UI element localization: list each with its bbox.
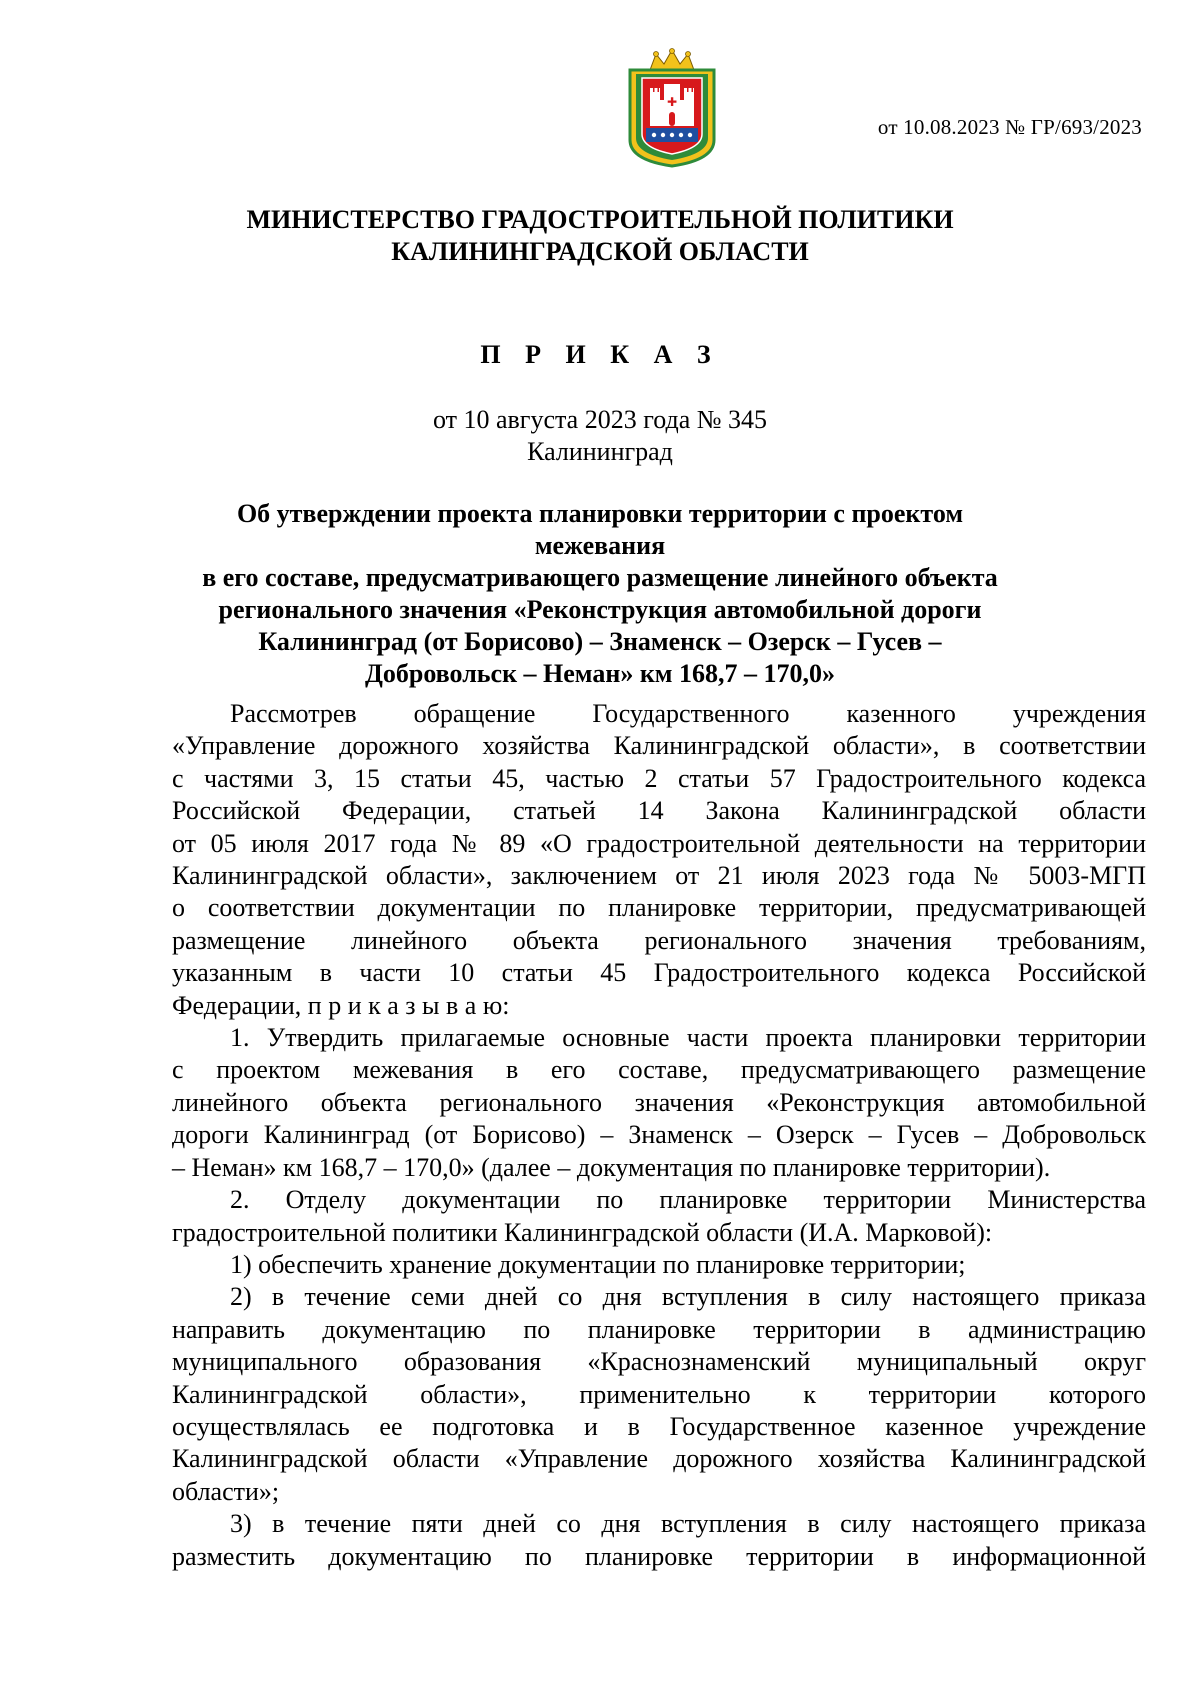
- body-line: – Неман» км 168,7 – 170,0» (далее – документация по планировке территории).: [172, 1152, 1051, 1182]
- svg-text:✚: ✚: [666, 95, 678, 109]
- body-line: Калининградской области», применительно к территории которого: [172, 1379, 1146, 1409]
- body-line: Калининградской области», заключением от 21 июля 2023 года № 5003-МГП: [172, 861, 1146, 891]
- ministry-name-line: КАЛИНИНГРАДСКОЙ ОБЛАСТИ: [391, 237, 809, 266]
- body-line: размещение линейного объекта регионального значения требованиям,: [172, 925, 1146, 955]
- body-line: направить документацию по планировке территории в администрацию: [172, 1314, 1146, 1344]
- subject-line: Калининград (от Борисово) – Знаменск – Озерск – Гусев –: [258, 627, 942, 656]
- body-line: 3) в течение пяти дней со дня вступления в силу настоящего приказа: [230, 1509, 1146, 1539]
- subject-line: Об утверждении проекта планировки территории с проектом межевания: [236, 499, 964, 560]
- body-line: 1) обеспечить хранение документации по планировке территории;: [230, 1249, 966, 1279]
- subject-line: регионального значения «Реконструкция автомобильной дороги: [218, 595, 982, 624]
- subject-line: в его составе, предусматривающего размещение линейного объекта: [202, 563, 998, 592]
- ministry-name-line: МИНИСТЕРСТВО ГРАДОСТРОИТЕЛЬНОЙ ПОЛИТИКИ: [246, 205, 954, 234]
- body-line: с частями 3, 15 статьи 45, частью 2 статьи 57 Градостроительного кодекса: [172, 763, 1146, 793]
- body-line: линейного объекта регионального значения «Реконструкция автомобильной: [172, 1087, 1146, 1117]
- body-line: градостроительной политики Калининградской области (И.А. Марковой):: [172, 1217, 993, 1247]
- order-date-block: [0, 404, 1200, 468]
- registration-number: от 10.08.2023 № ГР/693/2023: [877, 115, 1142, 139]
- body-line: «Управление дорожного хозяйства Калининградской области», в соответствии: [172, 731, 1146, 761]
- order-title: П Р И К А З: [480, 340, 720, 369]
- subject-line: Добровольск – Неман» км 168,7 – 170,0»: [364, 659, 836, 688]
- body-line: муниципального образования «Краснознаменский муниципальный округ: [172, 1347, 1146, 1377]
- body-line: с проектом межевания в его составе, предусматривающего размещение: [172, 1055, 1146, 1085]
- body-line: 1. Утвердить прилагаемые основные части проекта планировки территории: [230, 1023, 1146, 1053]
- body-line: Рассмотрев обращение Государственного казенного учреждения: [230, 699, 1146, 728]
- body-line: Федерации, п р и к а з ы в а ю:: [172, 990, 510, 1020]
- body-line: указанным в части 10 статьи 45 Градостроительного кодекса Российской: [172, 958, 1146, 988]
- ministry-name: [0, 204, 1200, 268]
- body-line: разместить документацию по планировке территории в информационной: [172, 1541, 1146, 1571]
- body-line: о соответствии документации по планировке территории, предусматривающей: [172, 893, 1146, 923]
- body-line: дороги Калининград (от Борисово) – Знаменск – Озерск – Гусев – Добровольск: [172, 1120, 1146, 1150]
- body-line: 2) в течение семи дней со дня вступления в силу настоящего приказа: [230, 1282, 1146, 1312]
- order-date: от 10 августа 2023 года № 345: [432, 405, 768, 434]
- order-body: [172, 698, 1146, 1573]
- body-line: Калининградской области «Управление дорожного хозяйства Калининградской: [172, 1444, 1146, 1474]
- body-line: области»;: [172, 1476, 280, 1506]
- body-line: Российской Федерации, статьей 14 Закона Калининградской области: [172, 796, 1146, 826]
- order-subject: [170, 498, 1030, 690]
- body-line: осуществлялась ее подготовка и в Государственное казенное учреждение: [172, 1411, 1146, 1441]
- order-city: Калининград: [527, 437, 673, 466]
- body-line: от 05 июля 2017 года № 89 «О градостроительной деятельности на территории: [172, 828, 1146, 858]
- body-line: 2. Отделу документации по планировке территории Министерства: [230, 1185, 1146, 1215]
- coat-of-arms-icon: [612, 48, 732, 168]
